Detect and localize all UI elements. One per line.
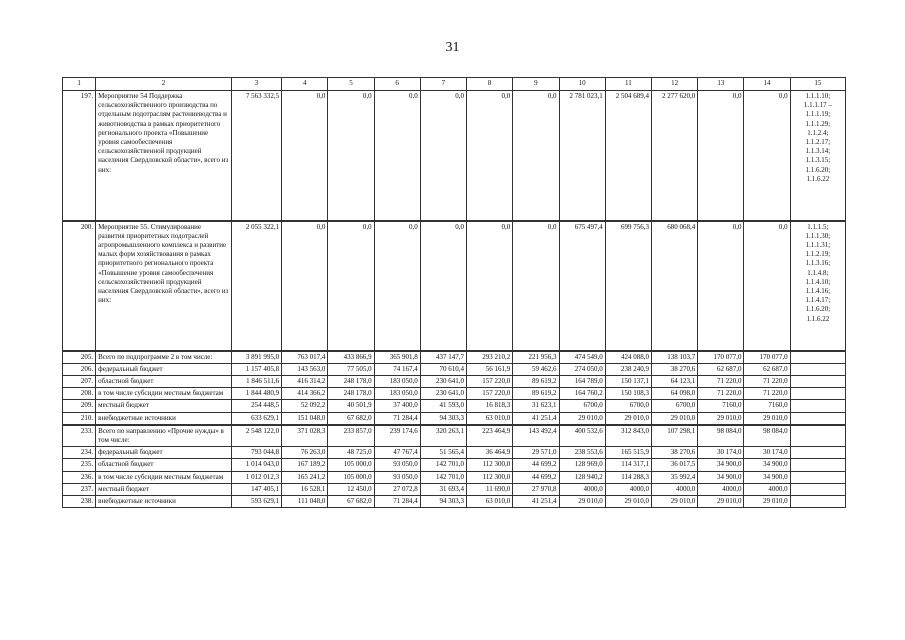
- value-cell: 51 565,4: [420, 447, 466, 459]
- row-name: федеральный бюджет: [96, 363, 232, 375]
- value-cell: 0,0: [282, 221, 328, 351]
- value-cell: 3 891 995,0: [231, 351, 281, 364]
- value-cell: 164 760,2: [559, 388, 605, 400]
- column-header: 3: [231, 78, 281, 91]
- value-cell: 93 050,0: [374, 459, 420, 471]
- value-cell: 29 010,0: [559, 412, 605, 425]
- target-ref: 1.1.6.20;: [805, 305, 831, 314]
- value-cell: 138 103,7: [651, 351, 697, 364]
- value-cell: 128 969,0: [559, 459, 605, 471]
- value-cell: 29 010,0: [744, 412, 790, 425]
- value-cell: 93 050,0: [374, 471, 420, 483]
- value-cell: 230 641,0: [420, 375, 466, 387]
- value-cell: 223 464,9: [467, 425, 513, 447]
- target-refs: [790, 471, 845, 483]
- row-name: внебюджетные источники: [96, 495, 232, 507]
- value-cell: 34 900,0: [744, 471, 790, 483]
- column-header: 12: [651, 78, 697, 91]
- value-cell: 274 050,0: [559, 363, 605, 375]
- value-cell: 62 687,0: [698, 363, 744, 375]
- value-cell: 64 098,0: [651, 388, 697, 400]
- column-header: 7: [420, 78, 466, 91]
- target-refs: [790, 400, 845, 412]
- row-number: 205.: [63, 351, 96, 364]
- value-cell: 0,0: [513, 221, 559, 351]
- value-cell: 254 448,5: [231, 400, 281, 412]
- value-cell: 94 303,3: [420, 495, 466, 507]
- target-ref: 1.1.2.17;: [805, 138, 831, 147]
- value-cell: 76 263,0: [282, 447, 328, 459]
- value-cell: 1 157 405,8: [231, 363, 281, 375]
- value-cell: 29 010,0: [651, 412, 697, 425]
- value-cell: 1 844 480,9: [231, 388, 281, 400]
- value-cell: 238 240,9: [605, 363, 651, 375]
- target-ref: 1.1.1.17 –: [803, 101, 832, 110]
- value-cell: 221 956,3: [513, 351, 559, 364]
- value-cell: 37 400,0: [374, 400, 420, 412]
- row-name: в том числе субсидии местным бюджетам: [96, 471, 232, 483]
- value-cell: 675 497,4: [559, 221, 605, 351]
- target-refs: [790, 412, 845, 425]
- column-header: 5: [328, 78, 374, 91]
- value-cell: 2 277 620,0: [651, 91, 697, 221]
- target-ref: 1.1.1.31;: [805, 240, 831, 249]
- value-cell: 71 220,0: [744, 388, 790, 400]
- table-row: [63, 91, 846, 221]
- value-cell: 35 992,4: [651, 471, 697, 483]
- row-name: областной бюджет: [96, 375, 232, 387]
- value-cell: 0,0: [513, 91, 559, 221]
- target-refs: [790, 483, 845, 495]
- value-cell: 0,0: [467, 221, 513, 351]
- value-cell: 0,0: [420, 221, 466, 351]
- target-refs: [790, 375, 845, 387]
- value-cell: 233 857,0: [328, 425, 374, 447]
- value-cell: 29 010,0: [698, 495, 744, 507]
- value-cell: 41 593,0: [420, 400, 466, 412]
- column-header: 9: [513, 78, 559, 91]
- value-cell: 0,0: [374, 91, 420, 221]
- value-cell: 74 167,4: [374, 363, 420, 375]
- column-header: 10: [559, 78, 605, 91]
- table-row: [63, 363, 846, 375]
- value-cell: 114 317,1: [605, 459, 651, 471]
- target-ref: 1.1.1.30;: [805, 231, 831, 240]
- value-cell: 29 010,0: [651, 495, 697, 507]
- value-cell: 89 619,2: [513, 375, 559, 387]
- value-cell: 41 251,4: [513, 412, 559, 425]
- value-cell: 7 563 332,5: [231, 91, 281, 221]
- value-cell: 6700,0: [605, 400, 651, 412]
- row-number: 207.: [63, 375, 96, 387]
- value-cell: 312 843,0: [605, 425, 651, 447]
- target-ref: 1.1.2.19;: [805, 250, 831, 259]
- row-name: Мероприятие 54 Поддержка сельскохозяйственного производства по отдельным подотраслям растениеводства и животноводства в рамках приоритетного регионального проекта «Повышение уровня самообеспечения сельскохозяйственной продукцией населения Свердловской области», всего из них:: [96, 91, 232, 221]
- value-cell: 29 010,0: [605, 495, 651, 507]
- target-refs: [790, 221, 845, 351]
- value-cell: 400 532,6: [559, 425, 605, 447]
- value-cell: 29 571,0: [513, 447, 559, 459]
- target-ref: 1.1.4.8;: [807, 268, 829, 277]
- value-cell: 16 818,3: [467, 400, 513, 412]
- table-row: [63, 351, 846, 364]
- value-cell: 142 701,0: [420, 471, 466, 483]
- value-cell: 4000,0: [559, 483, 605, 495]
- value-cell: 151 048,0: [282, 412, 328, 425]
- table-row: [63, 425, 846, 447]
- value-cell: 105 000,0: [328, 471, 374, 483]
- value-cell: 0,0: [420, 91, 466, 221]
- row-name: федеральный бюджет: [96, 447, 232, 459]
- table-row: [63, 471, 846, 483]
- value-cell: 63 010,0: [467, 412, 513, 425]
- value-cell: 170 077,0: [698, 351, 744, 364]
- value-cell: 183 050,0: [374, 388, 420, 400]
- value-cell: 2 781 023,1: [559, 91, 605, 221]
- value-cell: 36 464,9: [467, 447, 513, 459]
- value-cell: 0,0: [744, 221, 790, 351]
- value-cell: 71 220,0: [698, 375, 744, 387]
- value-cell: 27 970,8: [513, 483, 559, 495]
- value-cell: 47 767,4: [374, 447, 420, 459]
- value-cell: 593 629,1: [231, 495, 281, 507]
- value-cell: 248 178,0: [328, 388, 374, 400]
- value-cell: 16 528,1: [282, 483, 328, 495]
- value-cell: 4000,0: [744, 483, 790, 495]
- value-cell: 77 505,0: [328, 363, 374, 375]
- value-cell: 170 077,0: [744, 351, 790, 364]
- target-refs: [790, 425, 845, 447]
- value-cell: 29 010,0: [605, 412, 651, 425]
- value-cell: 2 504 689,4: [605, 91, 651, 221]
- value-cell: 365 901,8: [374, 351, 420, 364]
- value-cell: 11 690,0: [467, 483, 513, 495]
- value-cell: 114 288,3: [605, 471, 651, 483]
- row-number: 233.: [63, 425, 96, 447]
- target-ref: 1.1.1.19;: [805, 110, 831, 119]
- value-cell: 71 284,4: [374, 495, 420, 507]
- value-cell: 0,0: [698, 221, 744, 351]
- value-cell: 633 629,1: [231, 412, 281, 425]
- column-header: 6: [374, 78, 420, 91]
- row-number: 206.: [63, 363, 96, 375]
- value-cell: 0,0: [744, 91, 790, 221]
- value-cell: 98 084,0: [744, 425, 790, 447]
- value-cell: 2 055 322,1: [231, 221, 281, 351]
- target-refs: [790, 447, 845, 459]
- target-ref: 1.1.3.16;: [805, 259, 831, 268]
- value-cell: 59 462,6: [513, 363, 559, 375]
- value-cell: 31 693,4: [420, 483, 466, 495]
- value-cell: 71 220,0: [698, 388, 744, 400]
- header-row: [63, 78, 846, 91]
- value-cell: 4000,0: [651, 483, 697, 495]
- value-cell: 38 270,6: [651, 363, 697, 375]
- target-ref: 1.1.2.4;: [807, 128, 829, 137]
- value-cell: 2 548 122,0: [231, 425, 281, 447]
- value-cell: 433 866,9: [328, 351, 374, 364]
- value-cell: 12 450,0: [328, 483, 374, 495]
- budget-table: [62, 77, 846, 508]
- value-cell: 293 210,2: [467, 351, 513, 364]
- row-name: Всего по подпрограмме 2 в том числе:: [96, 351, 232, 364]
- value-cell: 112 300,0: [467, 471, 513, 483]
- value-cell: 36 017,5: [651, 459, 697, 471]
- value-cell: 44 699,2: [513, 471, 559, 483]
- value-cell: 30 174,0: [698, 447, 744, 459]
- value-cell: 63 010,0: [467, 495, 513, 507]
- value-cell: 142 701,0: [420, 459, 466, 471]
- value-cell: 89 619,2: [513, 388, 559, 400]
- value-cell: 0,0: [282, 91, 328, 221]
- value-cell: 474 549,0: [559, 351, 605, 364]
- table-row: [63, 447, 846, 459]
- table-row: [63, 388, 846, 400]
- value-cell: 157 220,0: [467, 375, 513, 387]
- value-cell: 793 044,8: [231, 447, 281, 459]
- value-cell: 41 251,4: [513, 495, 559, 507]
- row-number: 235.: [63, 459, 96, 471]
- column-header: 13: [698, 78, 744, 91]
- target-ref: 1.1.6.22: [806, 314, 830, 323]
- target-ref: 1.1.3.14;: [805, 147, 831, 156]
- value-cell: 34 900,0: [698, 471, 744, 483]
- target-ref: 1.1.1.10;: [805, 92, 831, 100]
- value-cell: 147 405,1: [231, 483, 281, 495]
- target-refs: [790, 91, 845, 221]
- row-name: в том числе субсидии местным бюджетам: [96, 388, 232, 400]
- value-cell: 48 725,0: [328, 447, 374, 459]
- value-cell: 167 189,2: [282, 459, 328, 471]
- value-cell: 680 068,4: [651, 221, 697, 351]
- row-name: местный бюджет: [96, 483, 232, 495]
- value-cell: 0,0: [328, 221, 374, 351]
- value-cell: 98 084,0: [698, 425, 744, 447]
- column-header: 15: [790, 78, 845, 91]
- value-cell: 64 123,1: [651, 375, 697, 387]
- target-ref: 1.1.4.17;: [805, 296, 831, 305]
- column-header: 14: [744, 78, 790, 91]
- value-cell: 0,0: [374, 221, 420, 351]
- value-cell: 320 263,1: [420, 425, 466, 447]
- value-cell: 1 846 511,6: [231, 375, 281, 387]
- value-cell: 56 161,9: [467, 363, 513, 375]
- value-cell: 230 641,0: [420, 388, 466, 400]
- value-cell: 27 072,8: [374, 483, 420, 495]
- row-number: 237.: [63, 483, 96, 495]
- row-name: Мероприятие 55. Стимулирование развития приоритетных подотраслей агропромышленного комплекса и развитие малых форм хозяйствования в рамках приоритетного регионального проекта «Повышение уровня самообеспечения сельскохозяйственной продукцией населения Свердловской области», всего из них:: [96, 221, 232, 351]
- value-cell: 165 241,2: [282, 471, 328, 483]
- column-header: 8: [467, 78, 513, 91]
- row-number: 200.: [63, 221, 96, 351]
- value-cell: 6700,0: [559, 400, 605, 412]
- row-name: Всего по направлению «Прочие нужды» в том числе:: [96, 425, 232, 447]
- row-number: 210.: [63, 412, 96, 425]
- value-cell: 30 174,0: [744, 447, 790, 459]
- value-cell: 34 900,0: [698, 459, 744, 471]
- row-number: 209.: [63, 400, 96, 412]
- target-refs: [790, 495, 845, 507]
- table-row: [63, 483, 846, 495]
- row-name: внебюджетные источники: [96, 412, 232, 425]
- value-cell: 143 563,0: [282, 363, 328, 375]
- value-cell: 44 699,2: [513, 459, 559, 471]
- table-row: [63, 400, 846, 412]
- target-refs: [790, 363, 845, 375]
- value-cell: 62 687,0: [744, 363, 790, 375]
- value-cell: 107 298,1: [651, 425, 697, 447]
- column-header: 11: [605, 78, 651, 91]
- value-cell: 34 900,0: [744, 459, 790, 471]
- table-row: [63, 459, 846, 471]
- value-cell: 128 940,2: [559, 471, 605, 483]
- target-ref: 1.1.6.20;: [805, 165, 831, 174]
- value-cell: 437 147,7: [420, 351, 466, 364]
- value-cell: 150 108,3: [605, 388, 651, 400]
- target-ref: 1.1.1.5;: [807, 222, 829, 231]
- table-row: [63, 412, 846, 425]
- value-cell: 164 789,0: [559, 375, 605, 387]
- value-cell: 1 014 043,0: [231, 459, 281, 471]
- table-row: [63, 495, 846, 507]
- target-refs: [790, 459, 845, 471]
- page-number: 31: [445, 40, 460, 55]
- value-cell: 112 300,0: [467, 459, 513, 471]
- row-name: областной бюджет: [96, 459, 232, 471]
- value-cell: 416 314,2: [282, 375, 328, 387]
- value-cell: 105 000,0: [328, 459, 374, 471]
- target-ref: 1.1.4.10;: [805, 277, 831, 286]
- value-cell: 183 050,0: [374, 375, 420, 387]
- value-cell: 67 682,0: [328, 495, 374, 507]
- table-row: [63, 221, 846, 351]
- value-cell: 4000,0: [698, 483, 744, 495]
- value-cell: 0,0: [467, 91, 513, 221]
- value-cell: 29 010,0: [744, 495, 790, 507]
- value-cell: 157 220,0: [467, 388, 513, 400]
- value-cell: 4000,0: [605, 483, 651, 495]
- value-cell: 29 010,0: [698, 412, 744, 425]
- target-ref: 1.1.4.16;: [805, 286, 831, 295]
- value-cell: 763 017,4: [282, 351, 328, 364]
- value-cell: 38 270,6: [651, 447, 697, 459]
- target-ref: 1.1.6.22: [806, 174, 830, 183]
- value-cell: 1 012 012,3: [231, 471, 281, 483]
- value-cell: 165 515,9: [605, 447, 651, 459]
- row-number: 234.: [63, 447, 96, 459]
- value-cell: 7160,0: [744, 400, 790, 412]
- column-header: 2: [96, 78, 232, 91]
- value-cell: 6700,0: [651, 400, 697, 412]
- value-cell: 248 178,0: [328, 375, 374, 387]
- target-refs: [790, 351, 845, 364]
- table-row: [63, 375, 846, 387]
- value-cell: 414 366,2: [282, 388, 328, 400]
- value-cell: 71 220,0: [744, 375, 790, 387]
- target-refs: [790, 388, 845, 400]
- value-cell: 0,0: [698, 91, 744, 221]
- value-cell: 52 092,2: [282, 400, 328, 412]
- row-number: 238.: [63, 495, 96, 507]
- value-cell: 111 048,0: [282, 495, 328, 507]
- value-cell: 143 492,4: [513, 425, 559, 447]
- row-number: 208.: [63, 388, 96, 400]
- value-cell: 29 010,0: [559, 495, 605, 507]
- row-number: 197.: [63, 91, 96, 221]
- value-cell: 70 610,4: [420, 363, 466, 375]
- value-cell: 94 303,3: [420, 412, 466, 425]
- value-cell: 31 623,1: [513, 400, 559, 412]
- value-cell: 424 088,0: [605, 351, 651, 364]
- value-cell: 7160,0: [698, 400, 744, 412]
- value-cell: 0,0: [328, 91, 374, 221]
- value-cell: 40 501,9: [328, 400, 374, 412]
- row-name: местный бюджет: [96, 400, 232, 412]
- value-cell: 238 553,6: [559, 447, 605, 459]
- value-cell: 71 284,4: [374, 412, 420, 425]
- column-header: 4: [282, 78, 328, 91]
- value-cell: 150 137,1: [605, 375, 651, 387]
- value-cell: 67 682,0: [328, 412, 374, 425]
- value-cell: 699 756,3: [605, 221, 651, 351]
- column-header: 1: [63, 78, 96, 91]
- value-cell: 239 174,6: [374, 425, 420, 447]
- target-ref: 1.1.1.29;: [805, 119, 831, 128]
- target-ref: 1.1.3.15;: [805, 156, 831, 165]
- row-number: 236.: [63, 471, 96, 483]
- value-cell: 371 028,3: [282, 425, 328, 447]
